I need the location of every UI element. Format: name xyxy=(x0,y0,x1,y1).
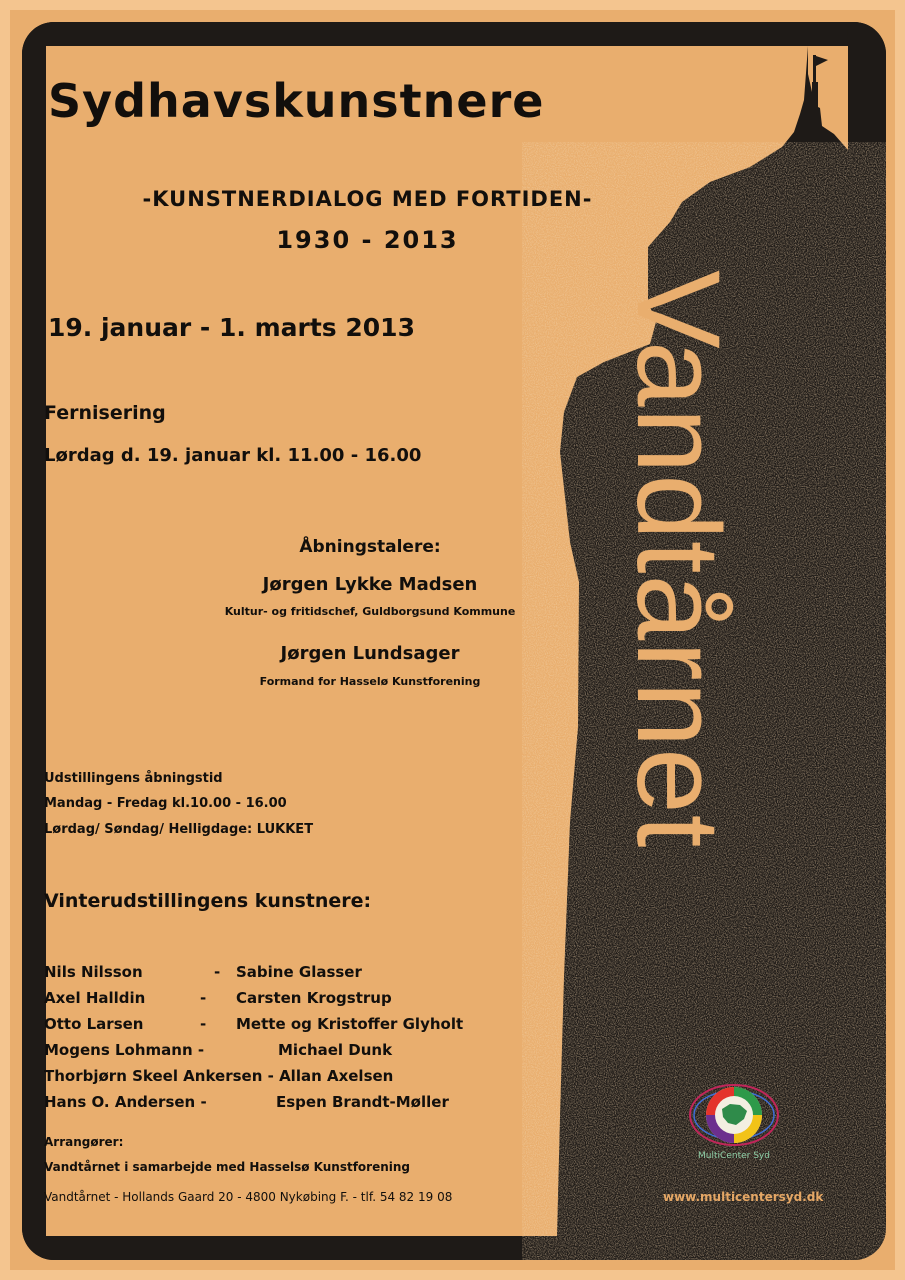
artist-name: Thorbjørn Skeel Ankersen - Allan Axelsen xyxy=(44,1067,394,1085)
speaker-name: Jørgen Lykke Madsen xyxy=(262,574,478,595)
artist-name: Hans O. Andersen - xyxy=(44,1093,207,1111)
artist-separator: - xyxy=(200,1015,207,1033)
speaker-role: Formand for Hasselø Kunstforening xyxy=(259,675,481,688)
artist-separator: - xyxy=(214,963,221,981)
artist-name: Espen Brandt-Møller xyxy=(276,1093,449,1111)
artists-heading: Vinterudstillingens kunstnere: xyxy=(44,890,372,912)
artist-name: Sabine Glasser xyxy=(236,963,362,981)
opening-hours-heading: Udstillingens åbningstid xyxy=(44,771,223,786)
artist-separator: - xyxy=(200,989,207,1007)
year-range: 1930 - 2013 xyxy=(276,226,459,254)
artist-name: Michael Dunk xyxy=(278,1041,393,1059)
organizers-text: Vandtårnet i samarbejde med Hasselsø Kunstforening xyxy=(44,1160,411,1174)
organizers-heading: Arrangører: xyxy=(44,1135,124,1149)
opening-hours-weekdays: Mandag - Fredag kl.10.00 - 16.00 xyxy=(44,796,287,811)
vernissage-heading: Fernisering xyxy=(44,402,166,424)
vertical-title-text: Vandtårnet xyxy=(612,270,744,849)
artist-name: Otto Larsen xyxy=(44,1015,144,1033)
artist-name: Mette og Kristoffer Glyholt xyxy=(236,1015,464,1033)
logo-label: MultiCenter Syd xyxy=(698,1151,770,1161)
poster-subtitle: -KUNSTNERDIALOG MED FORTIDEN- xyxy=(142,187,593,211)
website-link[interactable]: www.multicentersyd.dk xyxy=(663,1190,824,1204)
artist-name: Nils Nilsson xyxy=(44,963,143,981)
vertical-title xyxy=(590,270,905,849)
opening-hours-weekend: Lørdag/ Søndag/ Helligdage: LUKKET xyxy=(44,822,314,837)
artist-name: Mogens Lohmann - xyxy=(44,1041,205,1059)
speaker-role: Kultur- og fritidschef, Guldborgsund Kommune xyxy=(224,605,516,618)
footer-address: Vandtårnet - Hollands Gaard 20 - 4800 Nykøbing F. - tlf. 54 82 19 08 xyxy=(44,1190,453,1204)
vernissage-date: Lørdag d. 19. januar kl. 11.00 - 16.00 xyxy=(44,445,422,466)
exhibition-dates: 19. januar - 1. marts 2013 xyxy=(48,313,415,342)
poster-title: Sydhavskunstnere xyxy=(48,74,545,128)
artist-name: Carsten Krogstrup xyxy=(236,989,392,1007)
artist-name: Axel Halldin xyxy=(44,989,146,1007)
speaker-name: Jørgen Lundsager xyxy=(280,643,460,664)
speakers-heading: Åbningstalere: xyxy=(299,537,441,557)
